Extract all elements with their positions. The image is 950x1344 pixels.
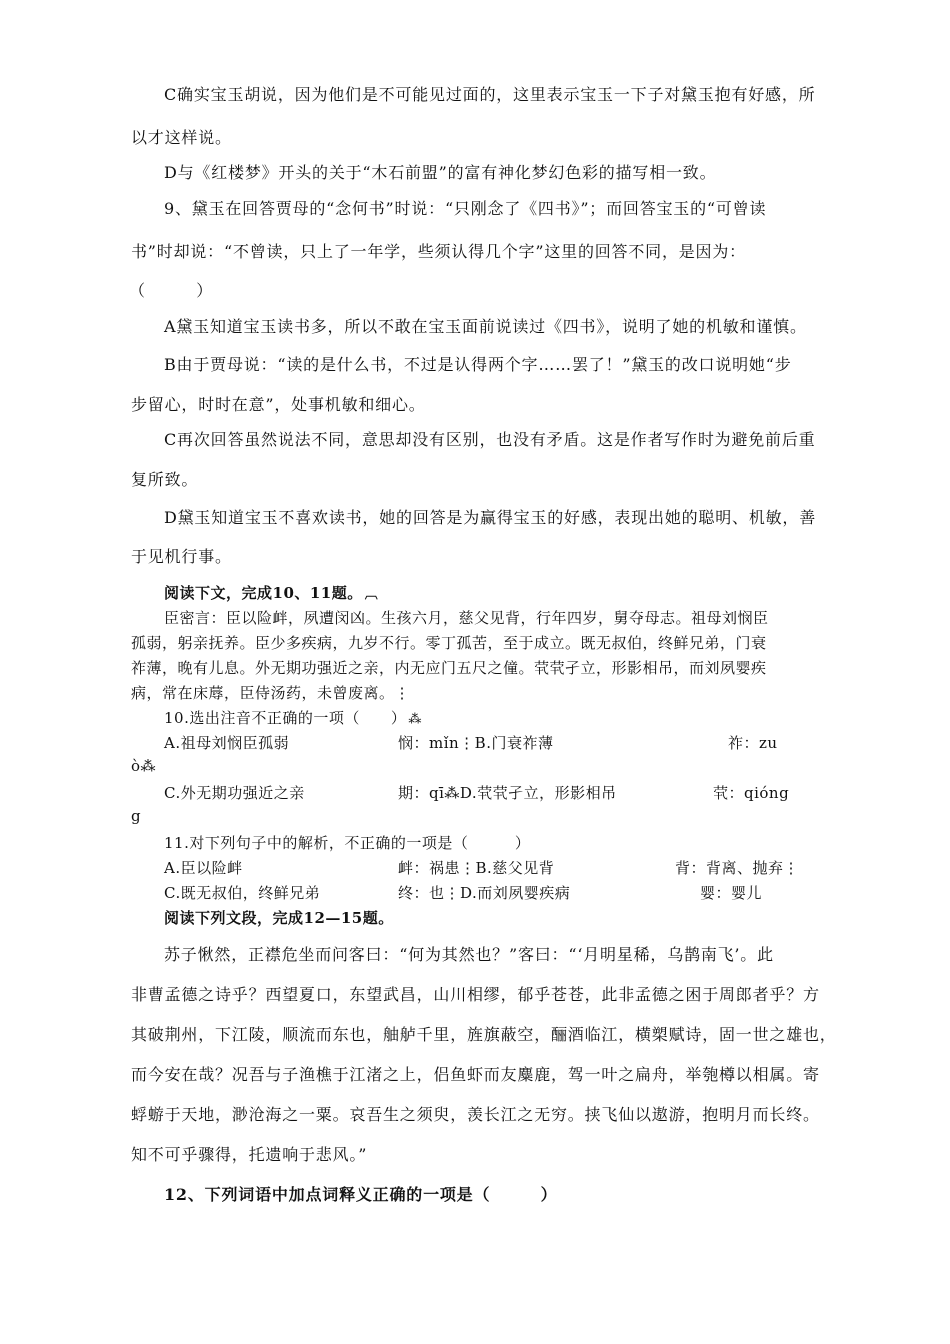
q10-option-a-note: 悯：mǐn⋮B.门衰祚薄 xyxy=(398,734,554,752)
q10-stem: 10.选出注音不正确的一项（ ） ⁂ xyxy=(164,709,422,727)
reading1-passage-line4: 病，常在床蓐，臣侍汤药，未曾废离。⋮ xyxy=(131,684,411,702)
q8-option-d: D与《红楼梦》开头的关于“木石前盟”的富有神化梦幻色彩的描写相一致。 xyxy=(164,163,717,182)
reading2-passage-line3: 其破荆州，下江陵，顺流而东也，舳舻千里，旌旗蔽空，酾酒临江，横槊赋诗，固一世之雄也， xyxy=(131,1025,837,1044)
q9-option-a: A黛玉知道宝玉读书多，所以不敢在宝玉面前说读过《四书》，说明了她的机敏和谨慎。 xyxy=(164,317,807,336)
q8-option-c-line2: 以才这样说。 xyxy=(131,128,232,147)
q11-option-a-note: 衅：祸患⋮B.慈父见背 xyxy=(398,859,555,877)
reading1-passage-line2: 孤弱，躬亲抚养。臣少多疾病，九岁不行。零丁孤苦，至于成立。既无叔伯，终鲜兄弟，门衰 xyxy=(131,634,767,652)
q9-answer-paren: （ ） xyxy=(129,281,214,300)
stem-mark: ⁂ xyxy=(408,712,422,727)
q11-option-c-note: 终：也⋮D.而刘夙婴疾病 xyxy=(398,884,571,902)
q8-option-c-line1: C确实宝玉胡说，因为他们是不可能见过面的，这里表示宝玉一下子对黛玉抱有好感，所 xyxy=(164,85,816,104)
heading-mark: ︹ xyxy=(364,587,379,602)
q9-option-d-line2: 于见机行事。 xyxy=(131,547,232,566)
q9-option-c-line2: 复所致。 xyxy=(131,470,199,489)
reading1-passage-line3: 祚薄，晚有儿息。外无期功强近之亲，内无应门五尺之僮。茕茕孑立，形影相吊，而刘夙婴疾 xyxy=(131,659,767,677)
q11-stem: 11.对下列句子中的解析，不正确的一项是（ ） xyxy=(164,834,531,852)
reading2-passage-line4: 而今安在哉？况吾与子渔樵于江渚之上，侣鱼虾而友麋鹿，驾一叶之扁舟，举匏樽以相属。寄 xyxy=(131,1065,820,1084)
q10-wrap-line1: ò⁂ xyxy=(131,757,157,775)
q10-option-c-note: 期：qī⁂D.茕茕孑立，形影相吊 xyxy=(398,784,617,802)
reading2-passage-line6: 知不可乎骤得，托遗响于悲风。” xyxy=(131,1145,368,1164)
q11-option-c: C.既无叔伯，终鲜兄弟 xyxy=(164,884,321,902)
reading2-passage-line1: 苏子愀然，正襟危坐而问客曰：“何为其然也？”客曰：“‘月明星稀，乌鹊南飞’。此 xyxy=(164,945,774,964)
q11-option-b-note: 背：背离、抛弃⋮ xyxy=(675,859,800,877)
q10-wrap-line2: g xyxy=(131,807,142,825)
reading2-heading: 阅读下列文段，完成12—15题。 xyxy=(164,909,394,927)
q10-option-a: A.祖母刘悯臣孤弱 xyxy=(164,734,290,752)
q11-option-a: A.臣以险衅 xyxy=(164,859,243,877)
reading1-passage-line1: 臣密言：臣以险衅，夙遭闵凶。生孩六月，慈父见背，行年四岁，舅夺母志。祖母刘悯臣 xyxy=(164,609,769,627)
q10-option-d-note: 茕：qióng xyxy=(713,784,790,802)
q12-stem: 12、下列词语中加点词释义正确的一项是（ ） xyxy=(164,1185,558,1204)
q10-option-b-note: 祚：zu xyxy=(728,734,778,752)
q11-option-d-note: 婴：婴儿 xyxy=(700,884,763,902)
reading1-heading: 阅读下文，完成10、11题。 ︹ xyxy=(164,584,379,602)
q9-option-c-line1: C再次回答虽然说法不同，意思却没有区别，也没有矛盾。这是作者写作时为避免前后重 xyxy=(164,430,816,449)
reading2-passage-line2: 非曹孟德之诗乎？西望夏口，东望武昌，山川相缪，郁乎苍苍，此非孟德之困于周郎者乎？方 xyxy=(131,985,820,1004)
q9-stem-line2: 书”时却说：“不曾读，只上了一年学，些须认得几个字”这里的回答不同，是因为： xyxy=(131,242,746,261)
q9-option-b-line1: B由于贾母说：“读的是什么书，不过是认得两个字……罢了！”黛玉的改口说明她“步 xyxy=(164,355,792,374)
q9-option-d-line1: D黛玉知道宝玉不喜欢读书，她的回答是为赢得宝玉的好感，表现出她的聪明、机敏，善 xyxy=(164,508,817,527)
q10-option-c: C.外无期功强近之亲 xyxy=(164,784,305,802)
q9-stem-line1: 9、黛玉在回答贾母的“念何书”时说：“只刚念了《四书》”；而回答宝玉的“可曾读 xyxy=(164,199,767,218)
q9-option-b-line2: 步留心，时时在意”，处事机敏和细心。 xyxy=(131,395,426,414)
reading2-passage-line5: 蜉蝣于天地，渺沧海之一粟。哀吾生之须臾，羡长江之无穷。挟飞仙以遨游，抱明月而长终。 xyxy=(131,1105,820,1124)
